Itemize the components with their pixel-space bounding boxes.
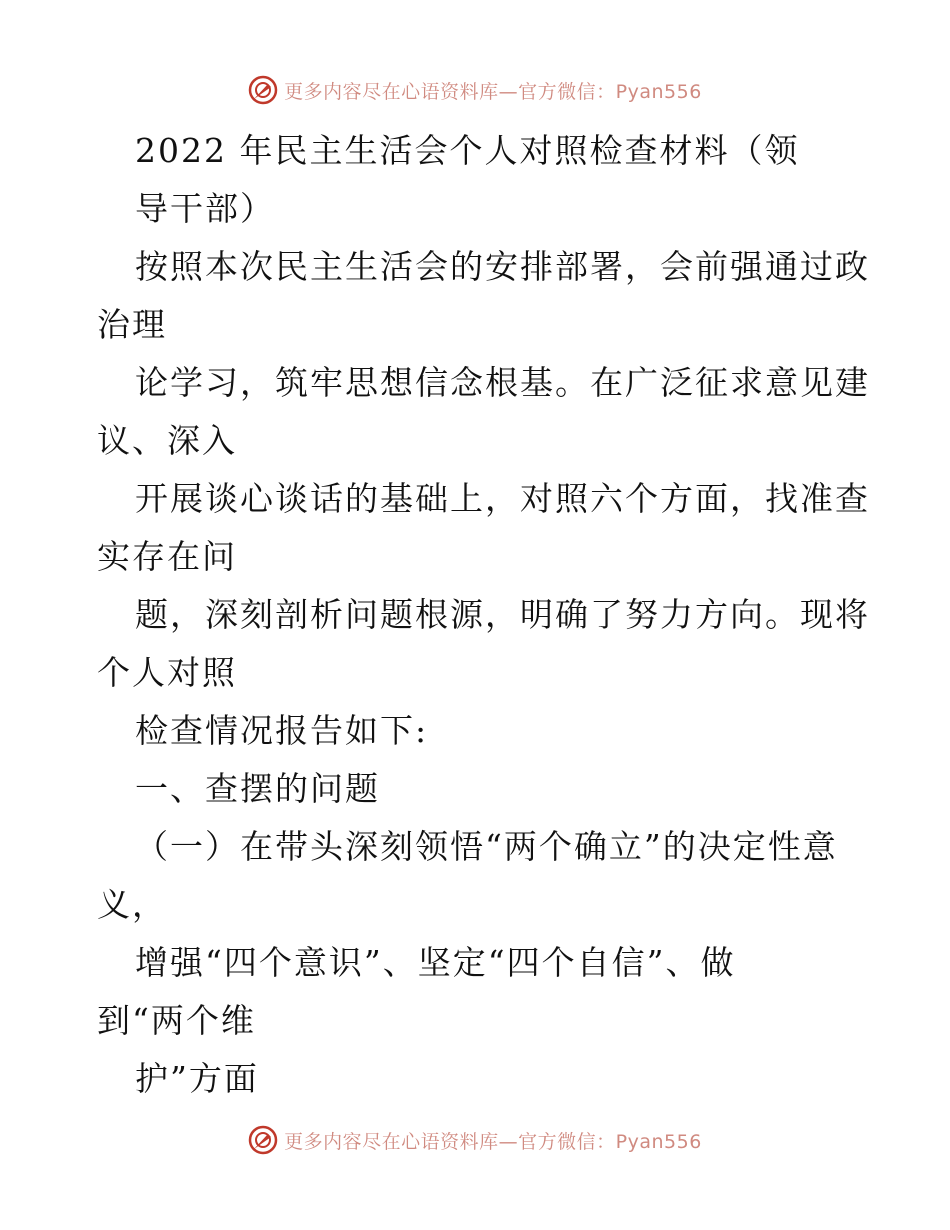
footer-banner-text: 更多内容尽在心语资料库—官方微信：Pyan556: [284, 1130, 702, 1153]
paragraph-line: 实存在问: [97, 537, 237, 576]
subsection-heading-line: 增强“四个意识”、坚定“四个自信”、做: [135, 943, 736, 982]
subsection-heading-line: 到“两个维: [97, 1001, 256, 1040]
paragraph-line: 个人对照: [97, 653, 237, 692]
footer-banner: [0, 1120, 950, 1160]
paragraph-line: 题，深刻剖析问题根源，明确了努力方向。现将: [135, 595, 870, 634]
paragraph-line: 议、深入: [97, 421, 237, 460]
paragraph-line: 论学习，筑牢思想信念根基。在广泛征求意见建: [135, 363, 870, 402]
subsection-heading-line: 义，: [97, 885, 167, 924]
section-heading: 一、查摆的问题: [135, 769, 380, 808]
header-banner-text: 更多内容尽在心语资料库—官方微信：Pyan556: [284, 80, 702, 103]
paragraph-line: 检查情况报告如下:: [135, 711, 429, 750]
paragraph-line: 按照本次民主生活会的安排部署，会前强通过政: [135, 247, 870, 286]
paragraph-line: 治理: [97, 305, 167, 344]
doc-title-line-2: 导干部）: [135, 189, 275, 228]
doc-title-line-1: 2022 年民主生活会个人对照检查材料（领: [135, 131, 800, 170]
document-body: [0, 122, 950, 1108]
subsection-heading-line: 护”方面: [135, 1059, 259, 1098]
header-banner: [0, 70, 950, 110]
subsection-heading-line: （一）在带头深刻领悟“两个确立”的决定性意: [135, 827, 838, 866]
paragraph-line: 开展谈心谈话的基础上，对照六个方面，找准查: [135, 479, 870, 518]
red-seal-icon: [248, 75, 278, 105]
red-seal-icon: [248, 1125, 278, 1155]
